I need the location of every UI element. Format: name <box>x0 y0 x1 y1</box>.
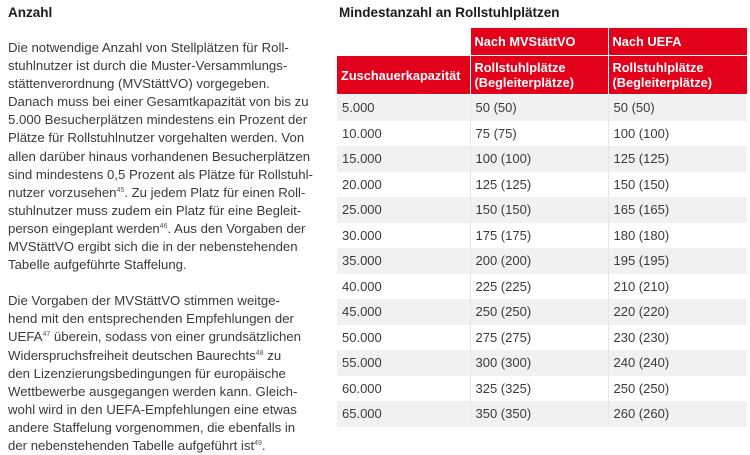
text-line: Tabelle aufgeführte Staffelung. <box>8 257 187 273</box>
cell-mvstaettvo: 225 (225) <box>470 274 608 300</box>
text-line: MVStättVO ergibt sich die in der nebenstehenden <box>8 239 298 255</box>
cell-uefa: 125 (125) <box>608 146 747 172</box>
cell-capacity: 15.000 <box>337 146 470 172</box>
cell-mvstaettvo: 125 (125) <box>470 172 608 198</box>
table-row <box>337 401 747 427</box>
cell-mvstaettvo: 75 (75) <box>470 121 608 147</box>
text-line: nutzer vorzusehen$^{45}$. Zu jedem Platz für einen Roll- <box>8 184 306 200</box>
table-row <box>337 197 747 223</box>
cell-capacity: 25.000 <box>337 197 470 223</box>
footnote-ref: 49 <box>254 439 262 447</box>
footnote-ref: 46 <box>159 222 168 230</box>
text-line: Danach muss bei einer Gesamtkapazität von bis zu <box>8 94 309 110</box>
header-blank-cell <box>337 28 470 56</box>
table-row <box>337 299 747 325</box>
cell-mvstaettvo: 200 (200) <box>470 248 608 274</box>
cell-uefa: 240 (240) <box>608 350 747 376</box>
text-line: stättenverordnung (MVStättVO) vorgegeben. <box>8 76 270 92</box>
cell-uefa: 210 (210) <box>608 274 747 300</box>
header-places-uefa: Rollstuhlplätze (Begleiterplätze) <box>608 56 747 95</box>
cell-uefa: 230 (230) <box>608 325 747 351</box>
text-line: Plätze für Rollstuhlnutzer vorgehalten werden. Von <box>8 130 305 146</box>
cell-capacity: 35.000 <box>337 248 470 274</box>
table-title: Mindestanzahl an Rollstuhlplätzen <box>339 5 560 20</box>
cell-capacity: 40.000 <box>337 274 470 300</box>
section-heading: Anzahl <box>8 5 53 20</box>
table-row <box>337 248 747 274</box>
table-body <box>337 95 747 427</box>
text-line: allen darüber hinaus vorhandenen Besucherplätzen <box>8 148 311 164</box>
header-uefa: Nach UEFA <box>608 28 747 56</box>
table-row <box>337 95 747 121</box>
paragraph-1 <box>8 39 320 274</box>
cell-mvstaettvo: 150 (150) <box>470 197 608 223</box>
cell-mvstaettvo: 275 (275) <box>470 325 608 351</box>
cell-capacity: 50.000 <box>337 325 470 351</box>
cell-mvstaettvo: 325 (325) <box>470 376 608 402</box>
cell-capacity: 65.000 <box>337 401 470 427</box>
table-column <box>337 0 750 422</box>
text-line: hend mit den entsprechenden Empfehlungen der <box>8 311 294 327</box>
cell-uefa: 100 (100) <box>608 121 747 147</box>
header-mvstaettvo: Nach MVStättVO <box>470 28 608 56</box>
cell-uefa: 260 (260) <box>608 401 747 427</box>
table-row <box>337 376 747 402</box>
header-capacity: Zuschauerkapazität <box>337 56 470 95</box>
cell-capacity: 10.000 <box>337 121 470 147</box>
table-row <box>337 274 747 300</box>
table-row <box>337 121 747 147</box>
table-row <box>337 223 747 249</box>
cell-capacity: 30.000 <box>337 223 470 249</box>
table-row <box>337 350 747 376</box>
cell-capacity: 5.000 <box>337 95 470 121</box>
table-row <box>337 146 747 172</box>
cell-uefa: 195 (195) <box>608 248 747 274</box>
cell-mvstaettvo: 300 (300) <box>470 350 608 376</box>
text-line: der nebenstehenden Tabelle aufgeführt ist$^{49}$. <box>8 437 266 453</box>
text-line: Die Vorgaben der MVStättVO stimmen weitge- <box>8 293 280 309</box>
text-line: stuhlnutzer muss zudem ein Platz für eine Begleit- <box>8 202 302 218</box>
cell-uefa: 250 (250) <box>608 376 747 402</box>
text-line: sind mindestens 0,5 Prozent als Plätze für Rollstuhl- <box>8 166 313 182</box>
text-line: den Lizenzierungsbedingungen für europäische <box>8 365 286 381</box>
text-line: 5.000 Besucherplätzen mindestens ein Prozent der <box>8 112 308 128</box>
text-line: Wettbewerbe ausgegangen werden kann. Gleich- <box>8 383 298 399</box>
text-column <box>8 0 320 455</box>
text-line: stuhlnutzer ist durch die Muster-Versammlungs- <box>8 58 288 74</box>
cell-capacity: 60.000 <box>337 376 470 402</box>
text-line: UEFA$^{47}$ überein, sodass von einer grundsätzlichen <box>8 329 301 345</box>
cell-uefa: 220 (220) <box>608 299 747 325</box>
cell-uefa: 150 (150) <box>608 172 747 198</box>
cell-uefa: 165 (165) <box>608 197 747 223</box>
cell-mvstaettvo: 100 (100) <box>470 146 608 172</box>
cell-capacity: 55.000 <box>337 350 470 376</box>
text-line: andere Staffelung vorgenommen, die ebenfalls in <box>8 419 296 435</box>
text-line: person eingeplant werden$^{46}$. Aus den Vorgaben der <box>8 220 306 236</box>
footnote-ref: 48 <box>255 349 264 357</box>
table-row <box>337 325 747 351</box>
cell-uefa: 50 (50) <box>608 95 747 121</box>
cell-capacity: 45.000 <box>337 299 470 325</box>
cell-uefa: 180 (180) <box>608 223 747 249</box>
text-line: Widerspruchsfreiheit deutschen Baurechts$^{48}$ zu <box>8 347 282 363</box>
paragraph-2 <box>8 292 320 455</box>
cell-mvstaettvo: 350 (350) <box>470 401 608 427</box>
text-line: wohl wird in den UEFA-Empfehlungen eine etwas <box>8 401 297 417</box>
footnote-ref: 45 <box>116 186 125 194</box>
cell-mvstaettvo: 50 (50) <box>470 95 608 121</box>
footnote-ref: 47 <box>42 331 51 339</box>
cell-capacity: 20.000 <box>337 172 470 198</box>
cell-mvstaettvo: 175 (175) <box>470 223 608 249</box>
table-row <box>337 172 747 198</box>
wheelchair-places-table <box>337 28 747 427</box>
cell-mvstaettvo: 250 (250) <box>470 299 608 325</box>
text-line: Die notwendige Anzahl von Stellplätzen für Roll- <box>8 40 289 55</box>
header-places-mvstaettvo: Rollstuhlplätze (Begleiterplätze) <box>470 56 608 95</box>
